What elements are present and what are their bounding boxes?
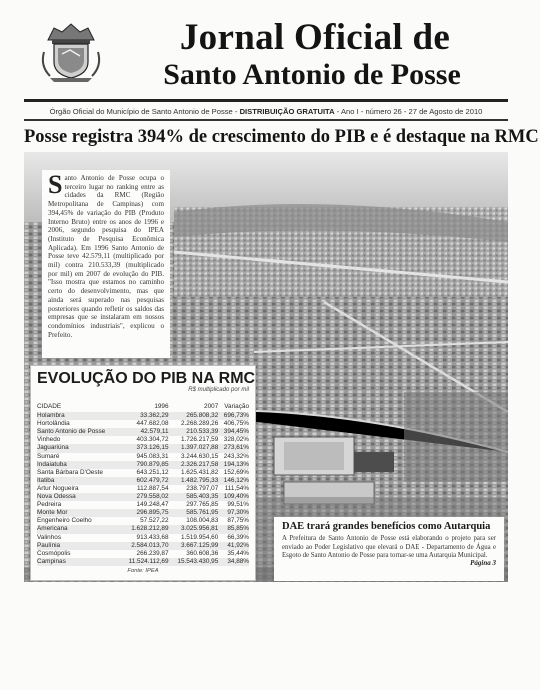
cell-2007: 2.326.217,58 <box>169 461 219 469</box>
table-row <box>37 453 249 461</box>
cell-1996: 2.584.013,70 <box>120 542 169 550</box>
cell-2007: 265.808,32 <box>169 412 219 420</box>
cell-2007: 210.533,39 <box>169 428 219 436</box>
cell-city: Santa Bárbara D'Oeste <box>37 468 103 476</box>
cell-variation: 35,44% <box>227 549 249 557</box>
cell-city: Nova Odessa <box>37 493 120 501</box>
table-row <box>37 436 249 444</box>
table-row <box>37 534 249 542</box>
dae-page-ref: Página 3 <box>470 558 496 567</box>
cell-city: Artur Nogueira <box>37 484 79 492</box>
col-header-1996: 1996 <box>154 403 169 410</box>
main-headline: Posse registra 394% de crescimento do PIB e é destaque na RMC <box>24 127 539 147</box>
cell-variation: 87,75% <box>227 517 249 525</box>
table-row <box>37 550 249 558</box>
pib-table-body <box>37 412 249 566</box>
cell-1996: 57.527,22 <box>140 517 169 525</box>
cell-city: Santo Antonio de Posse <box>37 428 120 436</box>
cell-1996: 447.682,08 <box>136 420 169 428</box>
cell-1996: 296.895,75 <box>120 509 169 517</box>
pib-table <box>37 403 249 566</box>
table-row <box>37 517 249 525</box>
cell-2007: 1.625.431,82 <box>180 468 219 476</box>
cell-2007: 585.761,95 <box>169 509 219 517</box>
table-row <box>37 420 249 428</box>
table-row <box>37 501 249 509</box>
cell-1996: 373.126,15 <box>120 444 169 452</box>
cell-1996: 790.879,85 <box>120 461 169 469</box>
cell-variation: 328,02% <box>223 436 249 444</box>
story-body: anto Antonio de Posse ocupa o terceiro lugar no ranking entre as cidades da RMC (Região Metropolitana de Campinas) com 394,45% de variação do PIB (Produto Interno Bruto) entre os anos de 1996 e 2006, segundo pesquisa do IPEA (Instituto de Pesquisa Econômica Aplicada). Em 1996 Santo Antonio de Posse teve 42.579,11 (multiplicado por mil) contra 210.533,39 (multiplicado por mil) em 2007 de evolução do PIB. "Isso mostra que estamos no caminho certo do desenvolvimento, mas que ainda será superado nas pesquisas posteriores quando refletir os saldos das empresas que se instalaram em nossos condomínios industriais", explicou o Prefeito. <box>48 174 164 339</box>
cell-variation: 194,13% <box>218 461 249 469</box>
cell-variation: 406,75% <box>223 420 249 428</box>
cell-2007: 360.608,36 <box>186 549 219 557</box>
cell-1996: 42.579,11 <box>120 428 169 436</box>
cell-2007: 3.025.956,81 <box>169 525 219 533</box>
issue-date-text: Ano I - número 26 - 27 de Agosto de 2010 <box>340 107 483 116</box>
cell-2007: 1.397.027,88 <box>169 444 219 452</box>
cell-2007: 2.268.289,26 <box>180 420 219 428</box>
cell-city: Sumaré <box>37 452 60 460</box>
cell-2007: 1.482.795,33 <box>169 477 219 485</box>
cell-2007: 3.244.630,15 <box>180 452 219 460</box>
table-row <box>37 412 249 420</box>
cell-city: Paulínia <box>37 542 120 550</box>
cell-city: Americana <box>37 525 120 533</box>
cell-variation: 111,54% <box>224 484 249 492</box>
subline-rule <box>24 119 508 121</box>
masthead-rule <box>24 99 508 102</box>
pib-table-title: EVOLUÇÃO DO PIB NA RMC <box>37 370 256 387</box>
cell-1996: 945.083,31 <box>136 452 169 460</box>
table-row <box>37 444 249 452</box>
col-header-city: CIDADE <box>37 403 62 410</box>
publisher-text: Órgão Oficial do Município de Santo Antonio de Posse <box>49 107 233 116</box>
col-header-variation: Variação <box>224 403 249 410</box>
cell-2007: 297.765,85 <box>186 501 219 509</box>
cell-1996: 266.239,87 <box>136 549 169 557</box>
cell-2007: 238.797,07 <box>186 484 219 492</box>
cell-2007: 15.543.430,95 <box>169 558 219 566</box>
newspaper-title-line2: Santo Antonio de Posse <box>163 58 461 91</box>
lead-story <box>42 170 170 358</box>
cell-variation: 696,73% <box>218 412 249 420</box>
cell-variation: 243,32% <box>223 452 249 460</box>
masthead-subline: Órgão Oficial do Município de Santo Antonio de Posse - DISTRIBUIÇÃO GRATUITA - Ano I - número 26 - 27 de Agosto de 2010 <box>49 107 483 116</box>
cell-city: Vinhedo <box>37 436 61 444</box>
pib-table-box <box>30 365 256 581</box>
cell-1996: 913.433,68 <box>136 533 169 541</box>
cell-city: Hortolândia <box>37 420 70 428</box>
cell-1996: 403.304,72 <box>136 436 169 444</box>
table-row <box>37 525 249 533</box>
cell-city: Indaiatuba <box>37 461 120 469</box>
cell-1996: 1.628.212,89 <box>120 525 169 533</box>
cell-2007: 3.667.125,99 <box>169 542 219 550</box>
cell-city: Itatiba <box>37 477 120 485</box>
col-header-2007: 2007 <box>204 403 219 410</box>
cell-variation: 66,39% <box>227 533 249 541</box>
cell-city: Campinas <box>37 558 120 566</box>
dae-story <box>274 517 504 581</box>
cell-1996: 33.362,29 <box>120 412 169 420</box>
table-row <box>37 542 249 550</box>
table-row <box>37 477 249 485</box>
dae-headline: DAE trará grandes benefícios como Autarquia <box>282 521 491 532</box>
cell-variation: 41,92% <box>218 542 249 550</box>
cell-variation: 146,12% <box>218 477 249 485</box>
table-row <box>37 461 249 469</box>
table-row <box>37 493 249 501</box>
cell-1996: 11.524.112,69 <box>120 558 169 566</box>
cell-variation: 34,88% <box>218 558 249 566</box>
cell-2007: 1.726.217,59 <box>180 436 219 444</box>
cell-city: Engenheiro Coelho <box>37 517 92 525</box>
cell-1996: 112.887,54 <box>137 484 169 492</box>
cell-city: Jaguariúna <box>37 444 120 452</box>
story-dropcap: S <box>48 170 63 199</box>
cell-variation: 273,61% <box>218 444 249 452</box>
cell-2007: 1.519.954,60 <box>180 533 219 541</box>
cell-variation: 394,45% <box>218 428 249 436</box>
cell-2007: 108.004,83 <box>186 517 219 525</box>
cell-1996: 279.558,02 <box>120 493 169 501</box>
cell-1996: 643.251,12 <box>136 468 169 476</box>
table-header-row <box>37 403 249 412</box>
cell-variation: 97,30% <box>218 509 249 517</box>
cell-1996: 602.479,72 <box>120 477 169 485</box>
table-row <box>37 509 249 517</box>
cell-1996: 149.248,47 <box>136 501 169 509</box>
cell-2007: 585.403,35 <box>169 493 219 501</box>
table-row <box>37 558 249 566</box>
cell-variation: 99,51% <box>227 501 249 509</box>
table-row <box>37 428 249 436</box>
dae-body: A Prefeitura de Santo Antonio de Posse está elaborando o projeto para ser enviado ao Poder Legislativo que elevará o DAE - Departamento de Água e Esgoto de Santo Antonio de Posse para tornar-se uma Autarquia Municipal. <box>282 535 496 559</box>
newspaper-title-line1: Jornal Oficial de <box>179 17 451 58</box>
cell-variation: 85,85% <box>218 525 249 533</box>
pib-table-note: R$ multiplicado por mil <box>188 387 249 393</box>
table-source: Fonte: IPEA <box>127 567 159 574</box>
cell-variation: 152,69% <box>223 468 249 476</box>
cell-city: Pedreira <box>37 501 62 509</box>
table-row <box>37 469 249 477</box>
cell-variation: 109,40% <box>218 493 249 501</box>
table-row <box>37 485 249 493</box>
cell-city: Valinhos <box>37 533 62 541</box>
coat-of-arms-icon <box>36 18 106 84</box>
cell-city: Holambra <box>37 412 120 420</box>
cell-city: Monte Mor <box>37 509 120 517</box>
distribution-text: DISTRIBUIÇÃO GRATUITA <box>239 107 335 116</box>
cell-city: Cosmópolis <box>37 549 71 557</box>
